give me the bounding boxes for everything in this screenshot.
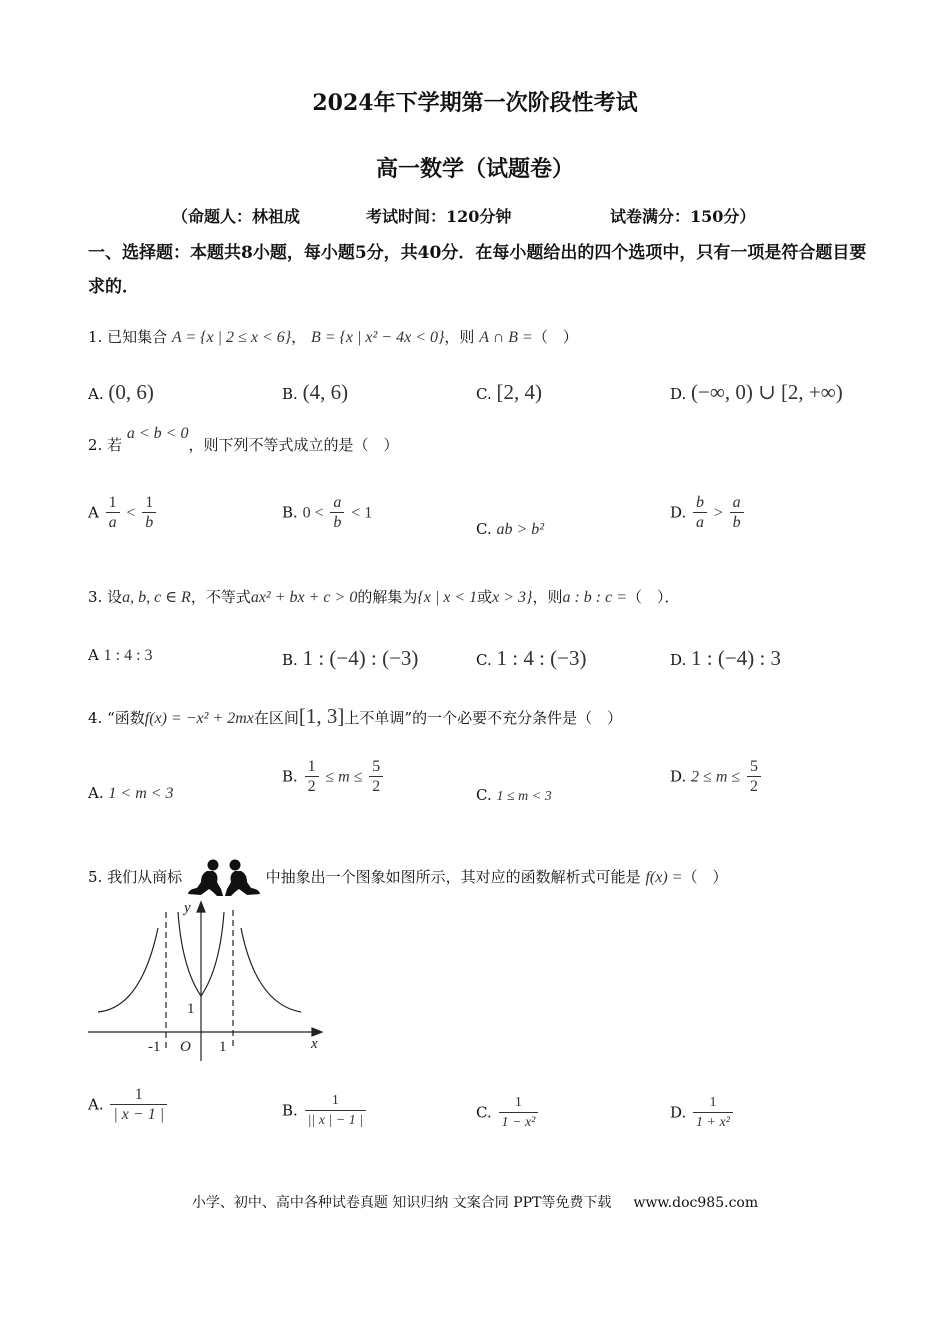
question-4 [88,704,622,729]
q4-option-a[interactable] [88,784,174,803]
q3-mid: ，不等式 [190,588,251,606]
option-value: 1 : 4 : 3 [103,647,153,664]
q2-option-c[interactable] [476,520,544,539]
denominator: || x | − 1 | [305,1110,367,1131]
numerator: a [333,494,342,511]
operator: > [713,504,723,522]
q3-ratio: a : b : c = [562,589,628,606]
option-label: D. [670,767,687,786]
q3-option-b[interactable] [282,646,418,671]
option-label: A [88,646,99,664]
curve-right [241,928,301,1012]
denominator: b [330,512,344,533]
q5-prefix: 5. 我们从商标 [88,868,183,886]
numerator: 1 [134,1086,143,1103]
fraction [305,758,319,797]
tick-neg1: -1 [148,1039,161,1055]
fraction [747,758,761,797]
option-label: A. [88,1095,104,1114]
option-label: C. [476,385,492,403]
numerator: 5 [372,758,381,775]
x-label: x [311,1036,318,1052]
footer-text: 小学、初中、高中各种试卷真题 知识归纳 文案合同 PPT等免费下载 [191,1195,612,1211]
option-value: 1 : 4 : (−3) [496,646,587,670]
numerator: 1 [709,1095,717,1110]
fraction [142,494,156,533]
fraction [305,1092,367,1131]
option-label: C. [476,1103,492,1122]
exam-time: 考试时间：120分钟 [366,207,512,226]
question-1 [88,326,578,347]
q1-set-b: B = {x | x² − 4x < 0} [310,329,445,346]
exam-author: （命题人：林祖成 [172,207,301,226]
q2-condition: a < b < 0 [126,425,189,442]
q2-prefix: 2. 若 [88,436,123,454]
numerator: 1 [514,1095,522,1110]
option-label: D. [670,651,687,669]
q3-mid2: 的解集为 [357,588,418,606]
option-value: (0, 6) [108,380,154,404]
q5-option-c[interactable] [476,1094,540,1133]
numerator: 5 [749,758,758,775]
denominator: 2 [369,776,383,797]
expr-post: < 1 [351,504,373,522]
option-label: A. [88,784,104,802]
expr-pre: 2 ≤ m ≤ [691,768,741,786]
q2-option-d[interactable] [670,494,746,533]
numerator: b [696,494,705,511]
q1-set-a: A = {x | 2 ≤ x < 6} [171,329,292,346]
q3-inequality: ax² + bx + c > 0 [250,589,358,606]
option-label: C. [476,651,492,669]
q5-option-b[interactable] [282,1092,368,1131]
q5-expr: f(x) = [645,869,683,886]
question-5 [88,858,727,898]
q5-option-d[interactable] [670,1094,735,1133]
q3-vars: a, b, c ∈ R [122,589,191,606]
expr-mid: ≤ m ≤ [325,768,363,786]
q4-option-c[interactable] [476,786,552,805]
section-heading: 一、选择题：本题共8小题，每小题5分，共40分．在每小题给出的四个选项中，只有一项是符合题目要求的． [88,243,867,297]
fraction [106,494,120,533]
q2-option-a[interactable] [88,494,158,533]
option-value: 1 : (−4) : 3 [691,646,782,670]
option-label: A. [88,385,104,403]
option-label: B. [282,651,298,669]
q3-prefix: 3. 设 [88,588,123,606]
curve-left [98,928,158,1012]
option-label: C. [476,520,492,538]
q1-comma: ， [291,328,307,346]
kappa-logo-icon [187,858,261,898]
denominator: | x − 1 | [110,1104,167,1125]
expr-pre: 0 < [302,504,324,522]
y-label: y [184,900,191,916]
exam-title: 2024年下学期第一次阶段性考试 [312,90,638,116]
q1-expr: A ∩ B = [479,329,533,346]
exam-subtitle: 高一数学（试题卷） [375,156,574,182]
q2-option-b[interactable] [282,494,372,533]
q3-option-c[interactable] [476,646,587,671]
fraction [730,494,744,533]
denominator: b [730,512,744,533]
q5-paren: （ ） [682,868,728,886]
q4-function: f(x) = −x² + 2mx [144,710,254,727]
q4-text: 上不单调”的一个必要不充分条件是（ ） [344,709,623,727]
option-label: B. [282,1101,298,1120]
denominator: 2 [305,776,319,797]
option-value: (4, 6) [302,380,349,404]
option-value: 1 ≤ m < 3 [496,789,552,804]
q5-option-a[interactable] [88,1086,169,1125]
q3-or: 或 [477,588,493,606]
option-label: B. [282,503,298,522]
denominator: 2 [747,776,761,797]
function-graph [86,896,336,1066]
fraction [693,494,707,533]
q4-option-d[interactable] [670,758,763,797]
q1-option-b[interactable] [282,380,348,405]
option-label: D. [670,1103,687,1122]
q3-set-1: {x | x < 1 [417,589,478,606]
numerator: 1 [307,758,316,775]
option-label: C. [476,786,492,804]
tick-pos1: 1 [219,1039,227,1055]
option-label: D. [670,503,687,522]
question-3 [88,586,680,607]
option-value: 1 < m < 3 [108,785,174,802]
q3-paren: （ ）． [627,588,680,606]
fraction [110,1086,167,1125]
option-value: [2, 4) [496,380,542,404]
numerator: a [732,494,741,511]
x-axis-arrow-icon [312,1028,322,1036]
q5-text: 中抽象出一个图象如图所示，其对应的函数解析式可能是 [265,868,641,886]
q1-then: ，则 [444,328,475,346]
option-value: ab > b² [496,521,545,538]
denominator: 1 + x² [693,1112,733,1133]
q1-prefix: 1. 已知集合 [88,328,168,346]
y-intercept-label: 1 [187,1001,195,1017]
q1-option-c[interactable] [476,380,542,405]
exam-score: 试卷满分：150分） [610,207,756,226]
option-value: 1 : (−4) : (−3) [302,646,419,670]
footer-link[interactable]: www.doc985.com [633,1195,759,1211]
q2-text: ，则下列不等式成立的是（ ） [188,436,399,454]
y-axis-arrow-icon [197,902,205,912]
q4-option-b[interactable] [282,758,385,797]
option-label: D. [670,385,687,403]
fraction [693,1094,733,1133]
fraction [499,1094,539,1133]
fraction [330,494,344,533]
option-label: B. [282,767,298,786]
q4-prefix: 4. “函数 [88,709,145,727]
fraction [369,758,383,797]
q4-interval: [1, 3] [298,704,345,728]
option-label: A [88,503,99,522]
origin-label: O [180,1039,191,1055]
q1-option-a[interactable] [88,380,154,405]
question-2 [88,425,399,455]
q3-then: ，则 [532,588,563,606]
q3-set-2: x > 3} [492,589,533,606]
numerator: 1 [145,494,154,511]
q4-mid: 在区间 [253,709,299,727]
denominator: a [106,512,120,533]
option-label: B. [282,385,298,403]
q1-paren: （ ） [532,328,578,346]
page-footer [0,1192,950,1212]
operator: < [126,504,136,522]
numerator: 1 [108,494,117,511]
q3-option-d[interactable] [670,646,781,671]
numerator: 1 [331,1093,339,1108]
denominator: a [693,512,707,533]
denominator: b [142,512,156,533]
q3-option-a[interactable] [88,646,153,665]
denominator: 1 − x² [499,1112,539,1133]
option-value: (−∞, 0) ∪ [2, +∞) [691,380,843,404]
q1-option-d[interactable] [670,380,843,405]
